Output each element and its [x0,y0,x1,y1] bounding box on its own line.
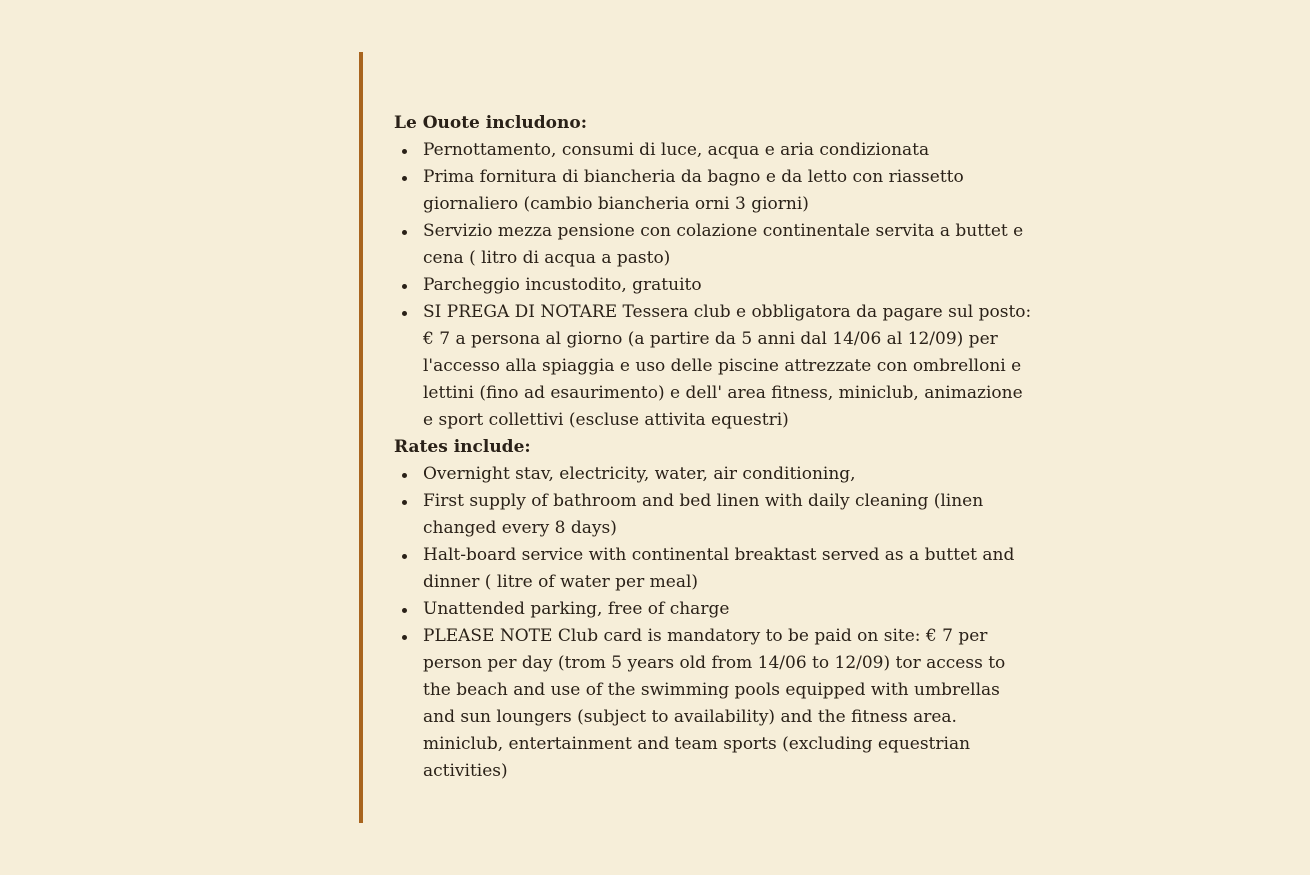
bullet-icon [402,311,407,316]
list-item-text: Servizio mezza pensione con colazione continentale servita a buttet e cena ( litro di acqua a pasto) [423,221,1024,268]
list-item [394,488,1034,542]
bullet-icon [402,635,407,640]
list-item [394,137,1034,164]
bullet-icon [402,149,407,154]
bullet-icon [402,176,407,181]
list-item-text: Parcheggio incustodito, gratuito [423,275,702,295]
list-item-text: Prima fornitura di biancheria da bagno e da letto con riassetto giornaliero (cambio biancheria orni 3 giorni) [423,167,964,214]
english-list [394,461,1034,785]
list-item [394,623,1034,785]
bullet-icon [402,554,407,559]
rates-content [394,110,1034,785]
list-item-text: Overnight stav, electricity, water, air conditioning, [423,464,856,484]
list-item [394,299,1034,434]
bullet-icon [402,608,407,613]
list-item [394,164,1034,218]
section-heading-italian: Le Ouote includono: [394,113,587,133]
bullet-icon [402,473,407,478]
italian-list [394,137,1034,434]
list-item-text: Unattended parking, free of charge [423,599,730,619]
accent-bar [359,52,363,823]
list-item-text: Halt-board service with continental breaktast served as a buttet and dinner ( litre of water per meal) [423,545,1015,592]
list-item [394,596,1034,623]
list-item-text: First supply of bathroom and bed linen with daily cleaning (linen changed every 8 days) [423,491,984,538]
list-item-text: Pernottamento, consumi di luce, acqua e aria condizionata [423,140,930,160]
list-item [394,542,1034,596]
bullet-icon [402,284,407,289]
list-item-text: SI PREGA DI NOTARE Tessera club e obbligatora da pagare sul posto: € 7 a persona al giorno (a partire da 5 anni dal 14/06 al 12/09) per l'accesso alla spiaggia e uso delle piscine attrezzate con ombrelloni e lettini (fino ad esaurimento) e dell' area fitness, miniclub, animazione e sport collettivi (escluse attivita equestri) [423,302,1032,430]
section-heading-english: Rates include: [394,437,531,457]
list-item-text: PLEASE NOTE Club card is mandatory to be paid on site: € 7 per person per day (trom 5 years old from 14/06 to 12/09) tor access to the beach and use of the swimming pools equipped with umbrellas and sun loungers (subject to availability) and the fitness area. miniclub, entertainment and team sports (excluding equestrian activities) [423,626,1006,781]
list-item [394,272,1034,299]
bullet-icon [402,230,407,235]
bullet-icon [402,500,407,505]
list-item [394,218,1034,272]
list-item [394,461,1034,488]
